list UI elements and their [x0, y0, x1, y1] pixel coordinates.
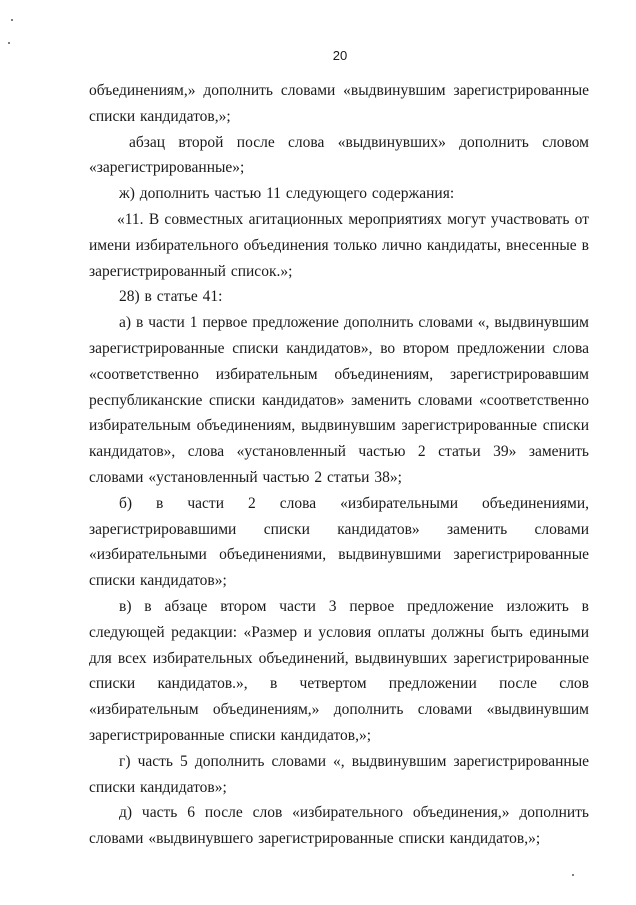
paragraph-4: «11. В совместных агитационных мероприятиях могут участвовать от имени избирательного объединения только лично кандидаты, внесенные в зарегистрированный список.»;	[89, 210, 589, 280]
paragraph-10: д) часть 6 после слов «избирательного объединения,» дополнить словами «выдвинувшего зарегистрированные списки кандидатов,»;	[89, 804, 589, 848]
scan-speck	[11, 19, 13, 21]
paragraph-8: в) в абзаце втором части 3 первое предложение изложить в следующей редакции: «Размер и условия оплаты должны быть едиными для всех избирательных объединений, выдвинувших зарегистрированные списки кандидатов.», в четвертом предложении после слов «избирательным объединениям,» дополнить словами «выдвинувшим зарегистрированные списки кандидатов,»;	[89, 597, 589, 744]
scan-speck	[8, 42, 10, 44]
paragraph-6: а) в части 1 первое предложение дополнить словами «, выдвинувшим зарегистрированные списки кандидатов», во втором предложении слова «соответственно избирательным объединениям, зарегистрировавшим республиканские списки кандидатов» заменить словами «соответственно избирательным объединениям, выдвинувшим зарегистрированные списки кандидатов», слова «установленный частью 2 статьи 39» заменить словами «установленный частью 2 статьи 38»;	[89, 314, 589, 486]
paragraph-7: б) в части 2 слова «избирательными объединениями, зарегистрировавшими списки кандидатов» заменить словами «избирательными объединениями, выдвинувшими зарегистрированные списки кандидатов»;	[89, 494, 589, 590]
paragraph-3: ж) дополнить частью 11 следующего содержания:	[119, 185, 455, 203]
paragraph-5: 28) в статье 41:	[119, 288, 223, 306]
page-number: 20	[332, 48, 348, 63]
scan-speck	[572, 874, 574, 876]
document-body	[89, 78, 589, 852]
paragraph-1: объединениям,» дополнить словами «выдвинувшим зарегистрированные списки кандидатов,»;	[89, 82, 589, 125]
paragraph-9: г) часть 5 дополнить словами «, выдвинувшим зарегистрированные списки кандидатов»;	[89, 752, 589, 796]
paragraph-2: абзац второй после слова «выдвинувших» дополнить словом «зарегистрированные»;	[89, 133, 589, 177]
